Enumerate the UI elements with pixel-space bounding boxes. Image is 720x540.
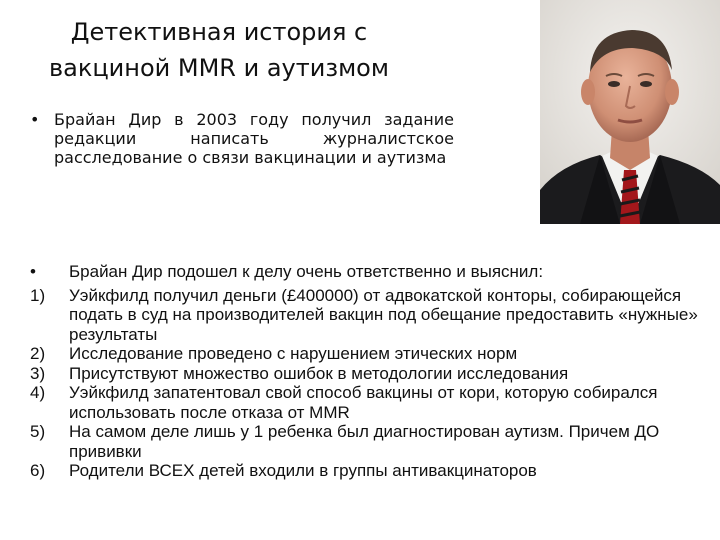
finding-text: Исследование проведено с нарушением этических норм [69,344,518,363]
person-portrait-icon [540,0,720,224]
slide-title [14,14,424,86]
finding-item [30,344,714,364]
finding-item [30,364,714,384]
finding-text: Уэйкфилд получил деньги (£400000) от адвокатской конторы, собирающейся подать в суд на производителей вакцин под обещание предоставить «нужные» результаты [69,285,698,344]
finding-item [30,383,714,422]
finding-text: На самом деле лишь у 1 ребенка был диагностирован аутизм. Причем ДО прививки [69,422,660,461]
finding-item [30,422,714,461]
finding-text: Уэйкфилд запатентовал свой способ вакцины от кори, которую собирался использовать после отказа от MMR [69,383,658,422]
slide-title-line-2: вакциной MMR и аутизмом [49,54,389,82]
finding-marker: 4) [30,383,46,402]
bullet-marker: • [30,110,40,129]
finding-marker: 6) [30,461,46,480]
intro-bullet [30,110,454,167]
bullet-marker: • [30,262,36,281]
findings-lead-text: Брайан Дир подошел к делу очень ответственно и выяснил: [69,262,544,281]
finding-marker: 3) [30,363,46,383]
finding-text: Присутствуют множество ошибок в методологии исследования [69,363,569,383]
slide-title-line-1: Детективная история с [70,18,368,46]
finding-text: Родители ВСЕХ детей входили в группы антивакцинаторов [69,461,537,480]
finding-marker: 5) [30,422,46,441]
findings-list [30,262,714,481]
intro-text: Брайан Дир в 2003 году получил задание редакции написать журналистское расследование о связи вакцинации и аутизма [54,110,454,167]
finding-item [30,286,714,345]
finding-item [30,461,714,481]
person-portrait-photo [540,0,720,224]
findings-lead-item [30,262,714,282]
finding-marker: 1) [30,285,46,305]
finding-marker: 2) [30,344,46,363]
